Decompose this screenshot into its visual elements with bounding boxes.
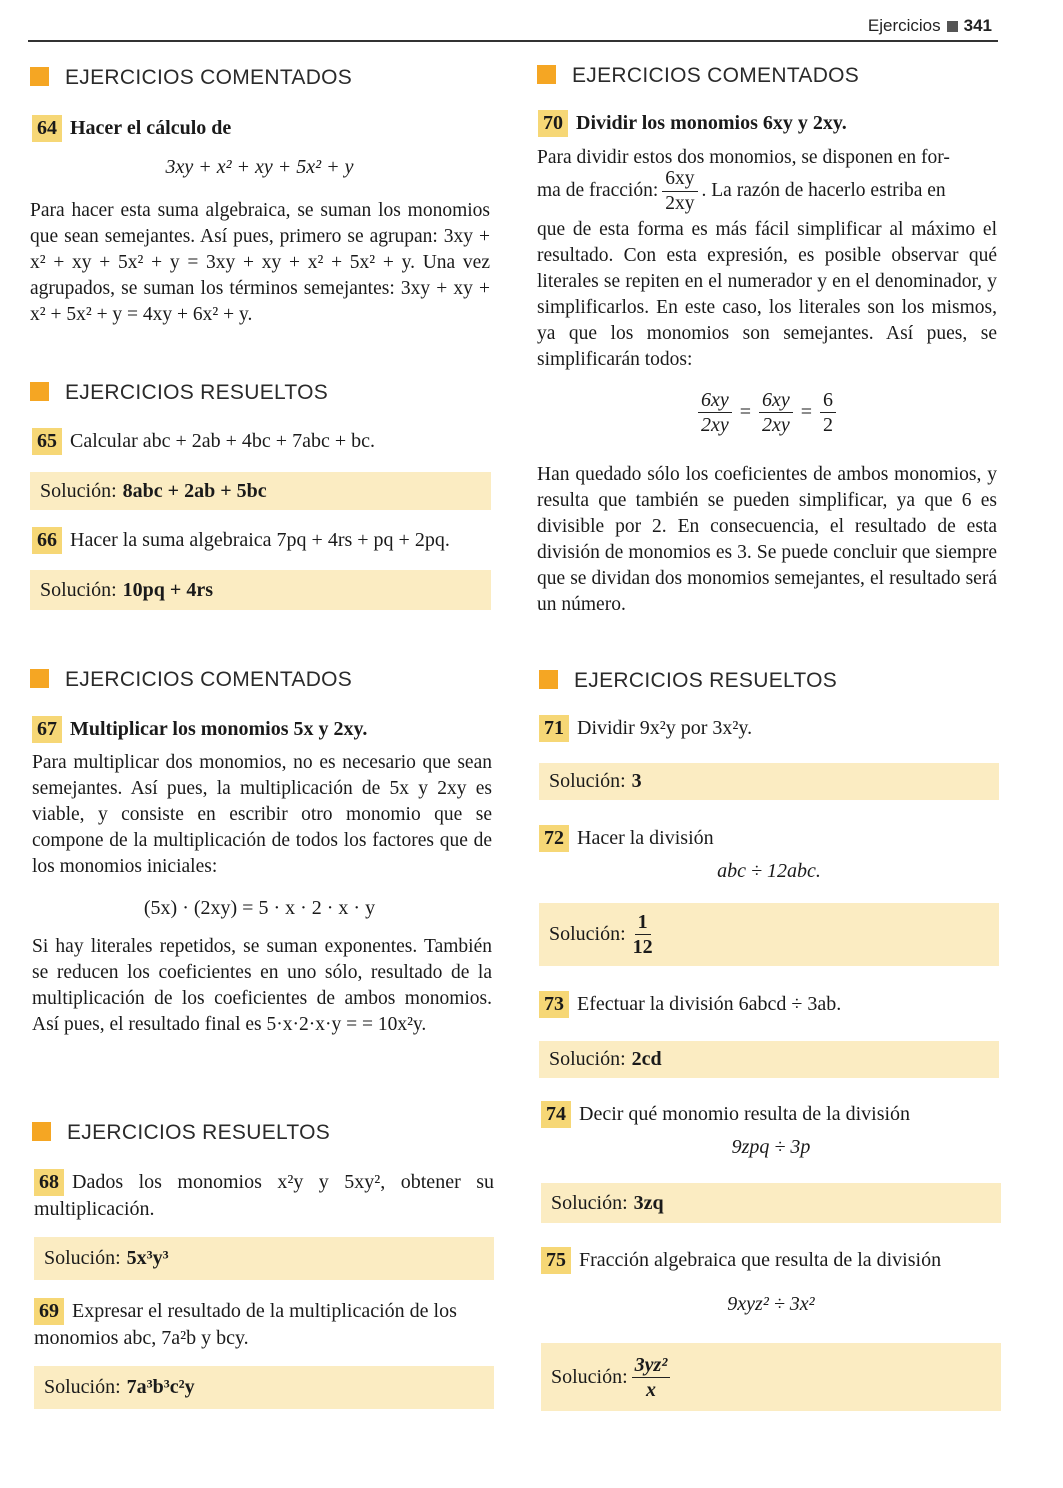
solution-box-72: Solución: $\frac{1}{12}$	[539, 903, 999, 966]
section-heading-resueltos-2: EJERCICIOS RESUELTOS	[32, 1121, 330, 1145]
section-square-icon	[539, 670, 558, 689]
header-text	[868, 16, 992, 36]
page-header	[28, 14, 998, 42]
exercise-number-badge: 74	[541, 1101, 571, 1128]
exercise-69: 69 Expresar el resultado de la multiplicación de los monomios abc, 7a²b y bcy.	[34, 1300, 457, 1349]
exercise-number-badge: 69	[34, 1298, 64, 1325]
exercise-68: 68 Dados los monomios x²y y 5xy², obtener su multiplicación.	[34, 1171, 494, 1220]
exercise-64-title: 64 Hacer el cálculo de	[32, 115, 231, 142]
exercise-66: 66 Hacer la suma algebraica 7pq + 4rs + pq + 2pq.	[32, 527, 450, 554]
solution-box-75: Solución: $\frac{\text{3yz²}}{x}$	[541, 1343, 1001, 1411]
section-heading-comentados-1: EJERCICIOS COMENTADOS	[30, 66, 352, 90]
section-square-icon	[30, 67, 49, 86]
exercise-70-equation: $\frac{6xy}{2xy}$ = $\frac{6xy}{2xy}$ = $\frac{6}{2}$	[537, 388, 997, 437]
exercise-number-badge: 73	[539, 991, 569, 1018]
exercise-67-text2: Si hay literales repetidos, se suman exponentes. También se reducen los coeficientes en uno sólo, resultado de la multiplicación de los coeficientes de ambos monomios. Así pues, el resultado final es 5·x·2·x·y = = 10x²y.	[32, 936, 492, 1035]
exercise-number-badge: 75	[541, 1247, 571, 1274]
solution-box-71: Solución: 3	[539, 763, 999, 800]
exercise-64-text: Para hacer esta suma algebraica, se suman los monomios que sean semejantes. Así pues, primero se agrupan: 3xy + x² + xy + 5x² + y = 3xy + xy + x² + 5x² + y. Una vez agrupados, se suman los términos semejantes: 3xy + xy + x² + 5x² + y = 4xy + 6x² + y.	[30, 200, 490, 325]
exercise-72: 72 Hacer la división	[539, 825, 714, 852]
section-square-icon	[32, 1122, 51, 1141]
exercise-75-formula: 9xyz² ÷ 3x²	[727, 1293, 815, 1315]
solution-fraction: $\frac{\text{3yz²}}{x}$	[632, 1353, 671, 1402]
exercise-number-badge: 71	[539, 715, 569, 742]
exercise-75: 75 Fracción algebraica que resulta de la división	[541, 1247, 941, 1274]
exercise-70-line2: ma de fracción: $\frac{6xy}{2xy}$ . La razón de hacerlo estriba en	[537, 167, 946, 214]
exercise-70-title: 70 Dividir los monomios 6xy y 2xy.	[538, 110, 847, 137]
section-square-icon	[30, 382, 49, 401]
exercise-number-badge: 65	[32, 428, 62, 455]
exercise-71: 71 Dividir 9x²y por 3x²y.	[539, 715, 752, 742]
solution-box-66: Solución: 10pq + 4rs	[30, 570, 491, 610]
header-square-icon	[947, 21, 958, 32]
section-square-icon	[537, 65, 556, 84]
solution-box-68: Solución: 5x³y³	[34, 1237, 494, 1280]
exercise-number-badge: 64	[32, 115, 62, 142]
exercise-73: 73 Efectuar la división 6abcd ÷ 3ab.	[539, 991, 841, 1018]
exercise-72-formula: abc ÷ 12abc.	[717, 860, 821, 882]
header-section: Ejercicios	[867, 16, 941, 35]
section-heading-comentados-2: EJERCICIOS COMENTADOS	[30, 668, 352, 692]
exercise-74: 74 Decir qué monomio resulta de la división	[541, 1101, 910, 1128]
exercise-number-badge: 70	[538, 110, 568, 137]
page-number: 341	[963, 16, 992, 35]
exercise-67-text1: Para multiplicar dos monomios, no es necesario que sean semejantes. Así pues, la multiplicación de 5x y 2xy es viable, y consiste en escribir otro monomio que se compone de la multiplicación de todos los factores que de los monomios iniciales:	[32, 752, 492, 877]
exercise-64-formula: 3xy + x² + xy + 5x² + y	[165, 156, 354, 178]
section-heading-resueltos-3: EJERCICIOS RESUELTOS	[539, 669, 837, 693]
exercise-number-badge: 68	[34, 1169, 64, 1196]
section-heading-comentados-3: EJERCICIOS COMENTADOS	[537, 64, 859, 88]
exercise-67-title: 67 Multiplicar los monomios 5x y 2xy.	[32, 716, 367, 743]
exercise-70-text1: que de esta forma es más fácil simplificar al máximo el resultado. Con esta expresión, es posible observar qué literales se repiten en el numerador y en el denominador, y simplificarlos. En este caso, los literales son los mismos, ya que los monomios son semejantes. Así pues, se simplificarán todos:	[537, 219, 997, 370]
solution-box-69: Solución: 7a³b³c²y	[34, 1366, 494, 1409]
section-square-icon	[30, 669, 49, 688]
solution-box-65: Solución: 8abc + 2ab + 5bc	[30, 472, 491, 510]
solution-box-73: Solución: 2cd	[539, 1041, 999, 1078]
exercise-70-text2: Han quedado sólo los coeficientes de ambos monomios, y resulta que también se pueden simplificar, ya que 6 es divisible por 2. En consecuencia, el resultado de esta división de monomios es 3. Se puede concluir que siempre que se dividan dos monomios semejantes, el resultado será un número.	[537, 464, 997, 615]
exercise-65: 65 Calcular abc + 2ab + 4bc + 7abc + bc.	[32, 428, 375, 455]
solution-box-74: Solución: 3zq	[541, 1183, 1001, 1223]
section-heading-resueltos-1: EJERCICIOS RESUELTOS	[30, 381, 328, 405]
exercise-67-formula: (5x) · (2xy) = 5 · x · 2 · x · y	[143, 897, 376, 919]
fraction-6xy-2xy: $\frac{6xy}{2xy}$	[662, 167, 697, 216]
exercise-number-badge: 67	[32, 716, 62, 743]
exercise-74-formula: 9zpq ÷ 3p	[731, 1136, 811, 1158]
exercise-number-badge: 72	[539, 825, 569, 852]
exercise-70-line1: Para dividir estos dos monomios, se disponen en for-	[537, 147, 950, 168]
exercise-number-badge: 66	[32, 527, 62, 554]
solution-fraction: $\frac{1}{12}$	[632, 911, 653, 958]
